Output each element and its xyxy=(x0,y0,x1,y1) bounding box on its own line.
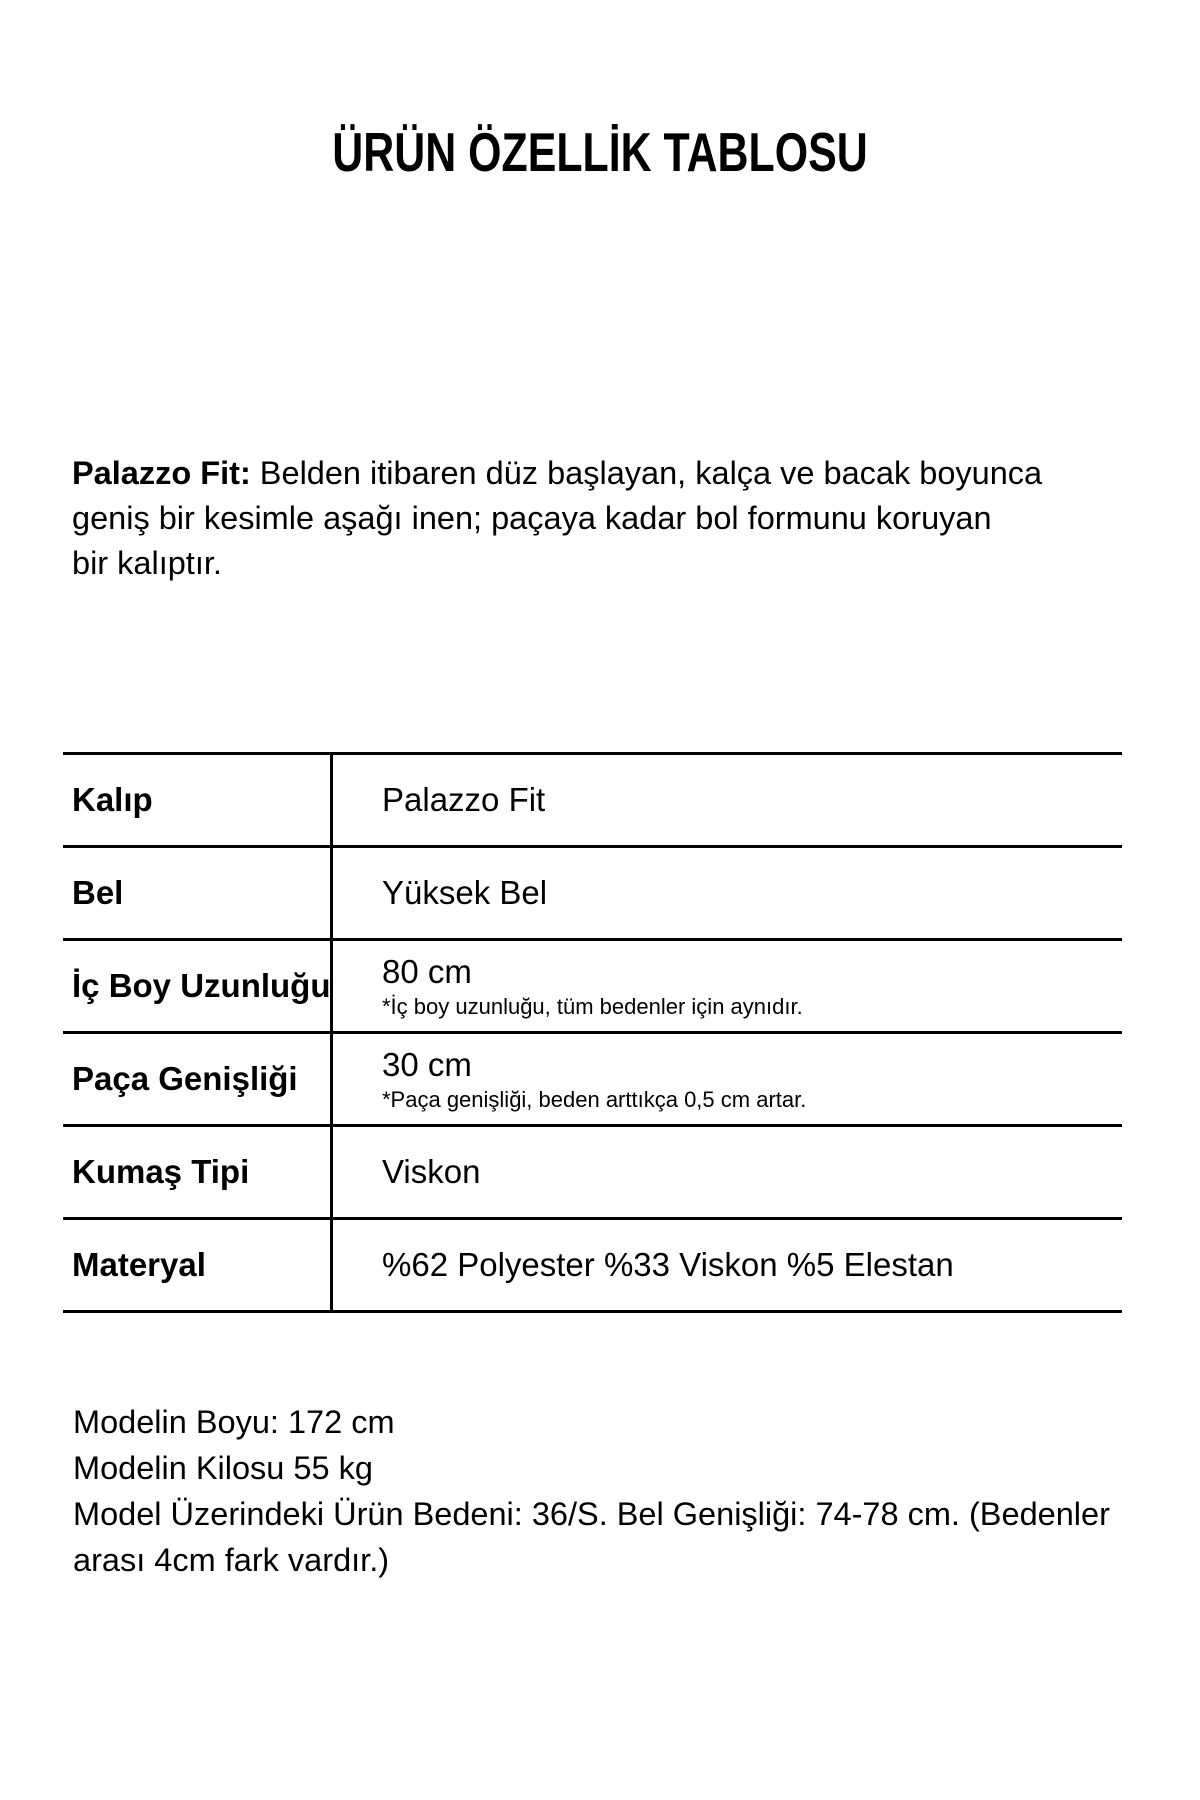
fit-description-line-1 xyxy=(72,451,1142,496)
model-info-line-height: Modelin Boyu: 172 cm xyxy=(73,1404,395,1440)
spec-value-cell xyxy=(333,755,1122,845)
table-row-materyal xyxy=(63,1220,1122,1313)
table-row-ic-boy-uzunlugu xyxy=(63,941,1122,1034)
model-info-line-weight: Modelin Kilosu 55 kg xyxy=(73,1450,373,1486)
spec-value-cell xyxy=(333,941,1122,1031)
spec-label: Paça Genişliği xyxy=(63,1034,333,1124)
fit-name-bold: Palazzo Fit: xyxy=(72,455,251,491)
table-row-paca-genisligi xyxy=(63,1034,1122,1127)
spec-value-cell xyxy=(333,1034,1122,1124)
spec-label: Bel xyxy=(63,848,333,938)
fit-description-line-2: geniş bir kesimle aşağı inen; paçaya kadar bol formunu koruyan xyxy=(72,500,992,536)
fit-description-line-3: bir kalıptır. xyxy=(72,545,222,581)
spec-value: %62 Polyester %33 Viskon %5 Elestan xyxy=(382,1246,954,1283)
model-info-line-size-cont: arası 4cm fark vardır.) xyxy=(73,1542,390,1578)
model-info xyxy=(73,1399,1153,1583)
spec-table xyxy=(63,752,1122,1313)
spec-value-cell xyxy=(333,1127,1122,1217)
table-row-bel xyxy=(63,848,1122,941)
model-info-line-size: Model Üzerindeki Ürün Bedeni: 36/S. Bel Genişliği: 74-78 cm. (Bedenler xyxy=(73,1496,1110,1532)
spec-value: 30 cm xyxy=(382,1045,472,1083)
spec-value-cell xyxy=(333,848,1122,938)
spec-value: 80 cm xyxy=(382,952,472,990)
spec-value: Viskon xyxy=(382,1153,481,1190)
spec-value: Yüksek Bel xyxy=(382,874,548,911)
spec-label: Kumaş Tipi xyxy=(63,1127,333,1217)
spec-label: Materyal xyxy=(63,1220,333,1310)
table-row-kumas-tipi xyxy=(63,1127,1122,1220)
spec-label: İç Boy Uzunluğu xyxy=(63,941,333,1031)
spec-value-cell xyxy=(333,1220,1122,1310)
spec-label: Kalıp xyxy=(63,755,333,845)
fit-description xyxy=(72,451,1142,586)
spec-value: Palazzo Fit xyxy=(382,781,546,818)
fit-description-line-1-rest: Belden itibaren düz başlayan, kalça ve bacak boyunca xyxy=(250,455,1043,491)
spec-footnote: *Paça genişliği, beden arttıkça 0,5 cm artar. xyxy=(382,1086,807,1112)
table-row-kalip xyxy=(63,755,1122,848)
page-title: ÜRÜN ÖZELLİK TABLOSU xyxy=(332,121,868,183)
spec-footnote: *İç boy uzunluğu, tüm bedenler için aynıdır. xyxy=(382,993,803,1019)
